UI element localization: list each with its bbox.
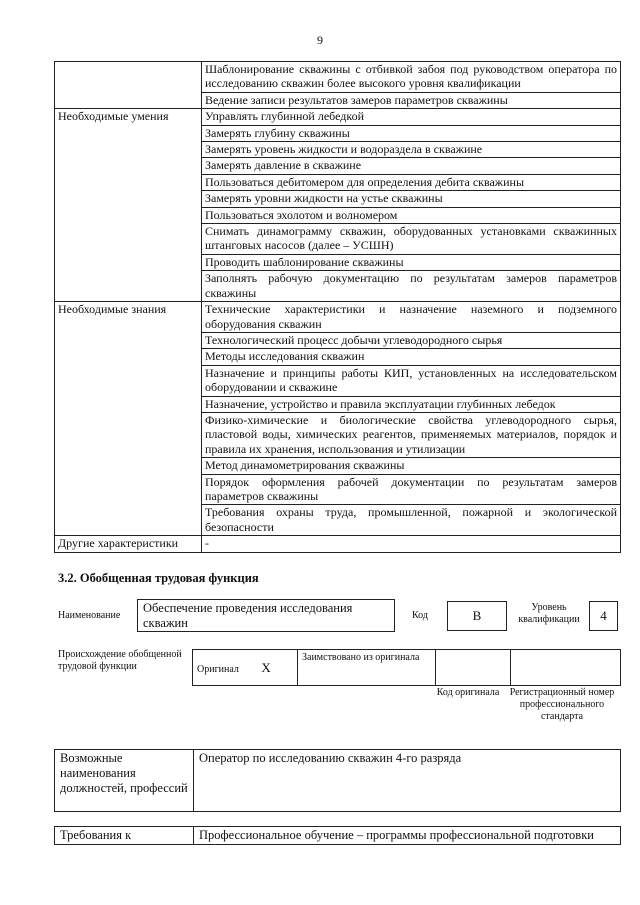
- row-value: Снимать динамограмму скважин, оборудованных установками скважинных штанговых насосов (далее – УСШН): [202, 224, 621, 255]
- requirements-value: Профессиональное обучение – программы профессиональной подготовки: [194, 827, 621, 845]
- name-label: Наименование: [58, 610, 121, 621]
- original-label: Оригинал: [197, 664, 239, 675]
- requirements-table: [54, 826, 621, 845]
- row-value: Назначение и принципы работы КИП, установленных на исследовательском оборудовании и скважине: [202, 365, 621, 396]
- positions-value: Оператор по исследованию скважин 4-го разряда: [194, 750, 621, 812]
- row-value: Физико-химические и биологические свойства углеводородного сырья, пластовой воды, химических реагентов, применяемых материалов, порядок и правила их хранения, использования и утилизации: [202, 412, 621, 457]
- level-label: Уровень квалификации: [518, 602, 580, 625]
- row-value: Замерять давление в скважине: [202, 158, 621, 174]
- code-label: Код: [412, 610, 428, 621]
- row-label: Другие характеристики: [55, 536, 202, 552]
- row-value: Технологический процесс добычи углеводородного сырья: [202, 332, 621, 348]
- reg-number-caption: Регистрационный номер профессионального стандарта: [509, 687, 615, 722]
- row-value: Методы исследования скважин: [202, 349, 621, 365]
- skill-row: [55, 109, 621, 125]
- other-row: [55, 536, 621, 552]
- row-value: Пользоваться эхолотом и волномером: [202, 207, 621, 223]
- code-original-cell: [436, 650, 511, 686]
- borrowed-cell: Заимствовано из оригинала: [298, 650, 436, 686]
- row-value: Метод динамометрирования скважины: [202, 458, 621, 474]
- origin-table: [192, 649, 621, 686]
- row-value: Замерять уровни жидкости на устье скважины: [202, 191, 621, 207]
- continued-row: [55, 62, 621, 93]
- row-value: Порядок оформления рабочей документации по результатам замеров параметров скважины: [202, 474, 621, 505]
- competency-table: [54, 61, 621, 553]
- origin-label: Происхождение обобщенной трудовой функции: [58, 649, 182, 672]
- row-label: Необходимые умения: [55, 109, 202, 302]
- row-value: Пользоваться дебитомером для определения дебита скважины: [202, 174, 621, 190]
- original-cell: [193, 650, 298, 686]
- requirements-label: Требования к: [55, 827, 194, 845]
- function-name-field: Обеспечение проведения исследования скважин: [137, 599, 395, 632]
- row-value: Замерять уровень жидкости и водораздела в скважине: [202, 142, 621, 158]
- row-value: Заполнять рабочую документацию по результатам замеров параметров скважины: [202, 271, 621, 302]
- row-value: Управлять глубинной лебедкой: [202, 109, 621, 125]
- reg-number-cell: [511, 650, 621, 686]
- row-value: Ведение записи результатов замеров параметров скважины: [202, 92, 621, 108]
- page-number: 9: [317, 33, 323, 47]
- positions-label: Возможные наименования должностей, профессий: [55, 750, 194, 812]
- row-label: Необходимые знания: [55, 302, 202, 536]
- row-value: Шаблонирование скважины с отбивкой забоя под руководством оператора по исследованию скважин более высокого уровня квалификации: [202, 62, 621, 93]
- positions-table: [54, 749, 621, 812]
- row-value: Требования охраны труда, промышленной, пожарной и экологической безопасности: [202, 505, 621, 536]
- row-value: Замерять глубину скважины: [202, 125, 621, 141]
- code-original-caption: Код оригинала: [436, 687, 500, 698]
- original-mark: X: [261, 660, 271, 675]
- row-value: Технические характеристики и назначение наземного и подземного оборудования скважин: [202, 302, 621, 333]
- row-value: -: [202, 536, 621, 552]
- row-value: Назначение, устройство и правила эксплуатации глубинных лебедок: [202, 396, 621, 412]
- row-label: [55, 62, 202, 109]
- section-title: 3.2. Обобщенная трудовая функция: [58, 571, 259, 585]
- knowledge-row: [55, 302, 621, 333]
- level-field: 4: [589, 601, 618, 631]
- code-field: В: [447, 601, 507, 631]
- row-value: Проводить шаблонирование скважины: [202, 254, 621, 270]
